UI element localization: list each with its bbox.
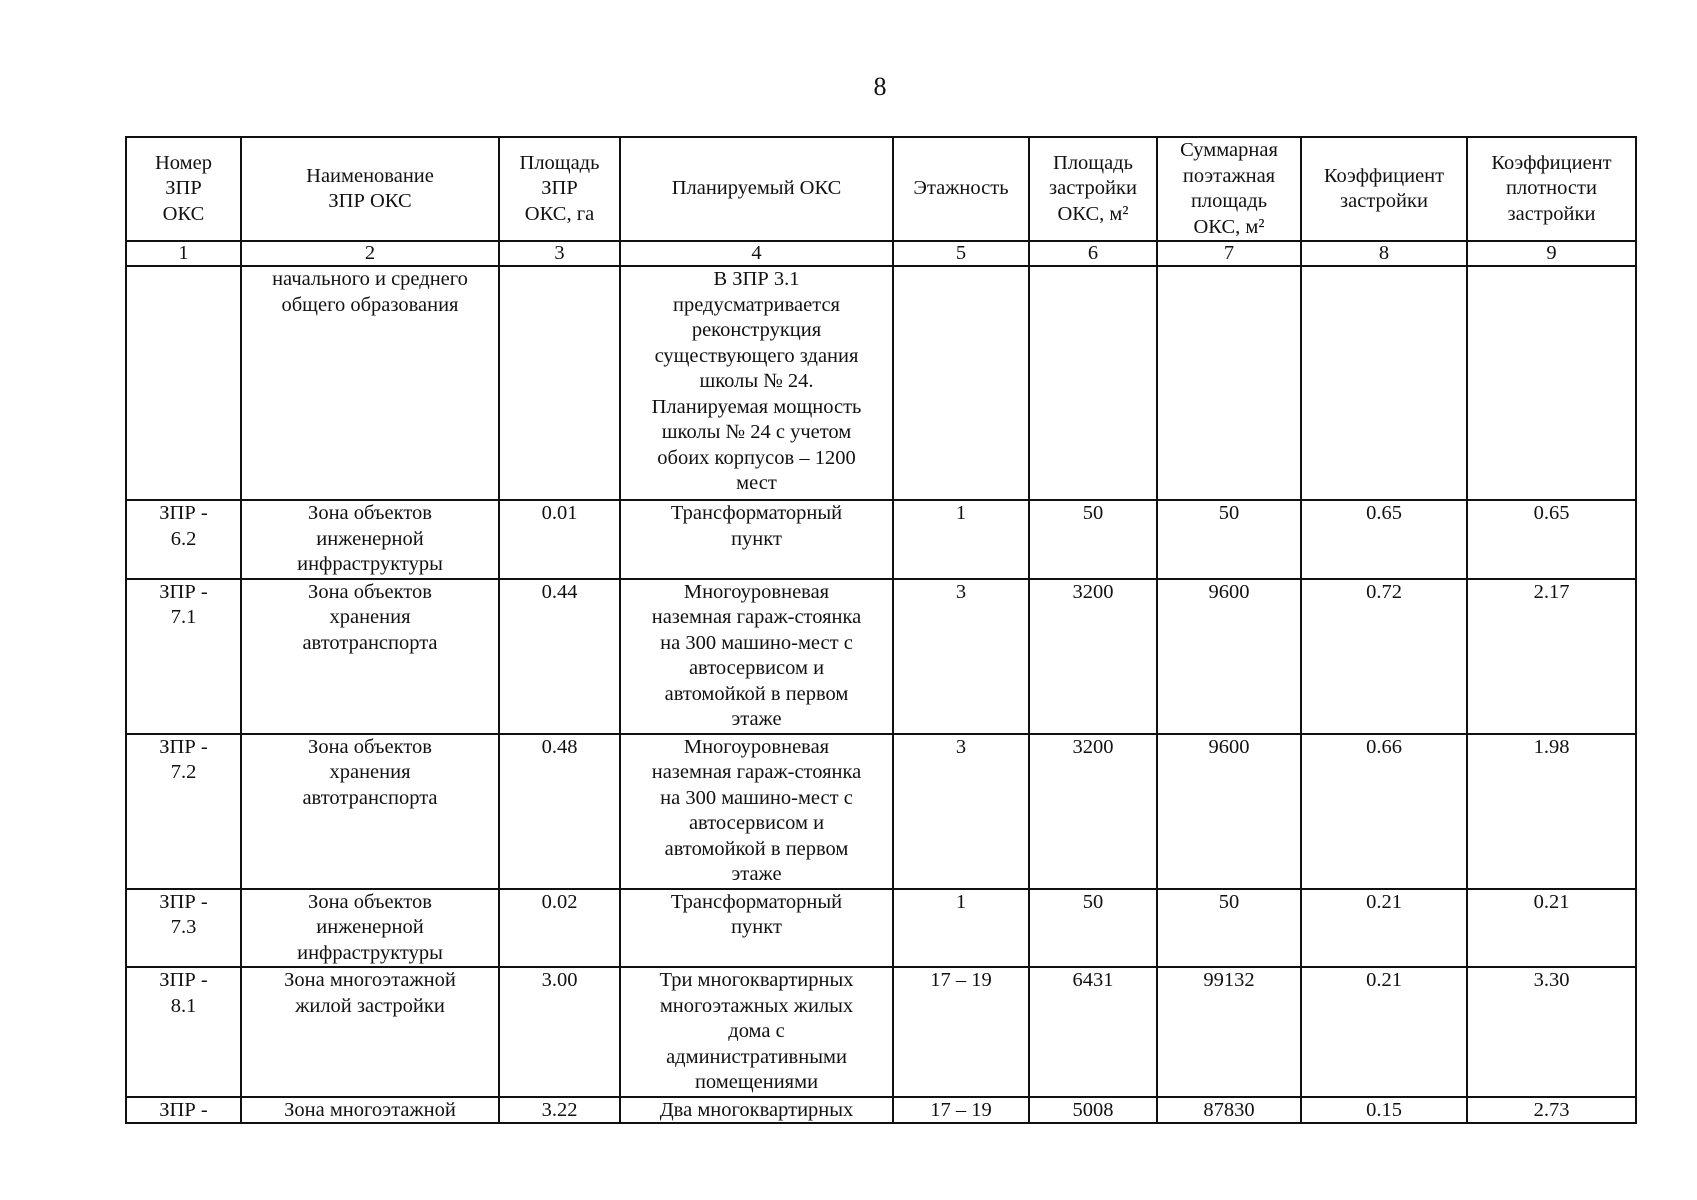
planned-object-cell: Трансформаторный пункт [620, 889, 893, 968]
built-area-cell: 50 [1029, 889, 1157, 968]
area-cell: 0.48 [499, 734, 620, 889]
floors-cell [893, 266, 1029, 500]
column-number: 4 [620, 241, 893, 266]
total-area-cell: 99132 [1157, 967, 1301, 1097]
zone-name-cell: Зона объектов инженерной инфраструктуры [241, 889, 499, 968]
total-area-cell [1157, 266, 1301, 500]
table-row [126, 579, 1636, 734]
total-area-cell: 9600 [1157, 734, 1301, 889]
planned-object-cell: Многоуровневая наземная гараж-стоянка на 300 машино-мест с автосервисом и автомойкой в первом этаже [620, 579, 893, 734]
zone-name-cell: Зона многоэтажной жилой застройки [241, 967, 499, 1097]
column-number: 8 [1301, 241, 1467, 266]
zone-id-cell: ЗПР - [126, 1097, 241, 1123]
floors-cell: 1 [893, 500, 1029, 579]
area-cell: 3.22 [499, 1097, 620, 1123]
column-number: 6 [1029, 241, 1157, 266]
floors-cell: 17 – 19 [893, 967, 1029, 1097]
zone-name-cell: Зона объектов инженерной инфраструктуры [241, 500, 499, 579]
zone-id-cell: ЗПР - 6.2 [126, 500, 241, 579]
build-coef-cell [1301, 266, 1467, 500]
zone-id-cell: ЗПР - 7.3 [126, 889, 241, 968]
built-area-cell: 50 [1029, 500, 1157, 579]
zone-name-cell: Зона объектов хранения автотранспорта [241, 734, 499, 889]
floors-cell: 1 [893, 889, 1029, 968]
header-cell: Коэффициент застройки [1301, 137, 1467, 241]
total-area-cell: 87830 [1157, 1097, 1301, 1123]
column-number-row [126, 241, 1636, 266]
planned-object-cell: Два многоквартирных [620, 1097, 893, 1123]
area-cell: 0.02 [499, 889, 620, 968]
total-area-cell: 9600 [1157, 579, 1301, 734]
zone-id-cell [126, 266, 241, 500]
column-number: 7 [1157, 241, 1301, 266]
table-row [126, 734, 1636, 889]
built-area-cell [1029, 266, 1157, 500]
planned-object-cell: Трансформаторный пункт [620, 500, 893, 579]
column-number: 9 [1467, 241, 1636, 266]
floors-cell: 3 [893, 579, 1029, 734]
total-area-cell: 50 [1157, 889, 1301, 968]
zones-table [125, 136, 1637, 1124]
density-coef-cell [1467, 266, 1636, 500]
zone-id-cell: ЗПР - 7.2 [126, 734, 241, 889]
header-cell: Коэффициент плотности застройки [1467, 137, 1636, 241]
built-area-cell: 5008 [1029, 1097, 1157, 1123]
header-cell: Планируемый ОКС [620, 137, 893, 241]
zone-name-cell: начального и среднего общего образования [241, 266, 499, 500]
planned-object-cell: Многоуровневая наземная гараж-стоянка на 300 машино-мест с автосервисом и автомойкой в первом этаже [620, 734, 893, 889]
total-area-cell: 50 [1157, 500, 1301, 579]
density-coef-cell: 1.98 [1467, 734, 1636, 889]
floors-cell: 17 – 19 [893, 1097, 1029, 1123]
header-cell: Площадь застройки ОКС, м² [1029, 137, 1157, 241]
table-row [126, 500, 1636, 579]
built-area-cell: 3200 [1029, 734, 1157, 889]
zone-id-cell: ЗПР - 8.1 [126, 967, 241, 1097]
area-cell: 0.01 [499, 500, 620, 579]
zone-name-cell: Зона многоэтажной [241, 1097, 499, 1123]
zone-name-cell: Зона объектов хранения автотранспорта [241, 579, 499, 734]
column-number: 3 [499, 241, 620, 266]
planned-object-cell: Три многоквартирных многоэтажных жилых дома с административными помещениями [620, 967, 893, 1097]
build-coef-cell: 0.72 [1301, 579, 1467, 734]
header-cell: Суммарная поэтажная площадь ОКС, м² [1157, 137, 1301, 241]
floors-cell: 3 [893, 734, 1029, 889]
build-coef-cell: 0.65 [1301, 500, 1467, 579]
page-number: 8 [873, 72, 887, 101]
header-cell: Номер ЗПР ОКС [126, 137, 241, 241]
table-row [126, 889, 1636, 968]
table-row [126, 1097, 1636, 1123]
built-area-cell: 3200 [1029, 579, 1157, 734]
build-coef-cell: 0.15 [1301, 1097, 1467, 1123]
density-coef-cell: 0.21 [1467, 889, 1636, 968]
header-cell: Наименование ЗПР ОКС [241, 137, 499, 241]
area-cell: 3.00 [499, 967, 620, 1097]
area-cell [499, 266, 620, 500]
planned-object-cell: В ЗПР 3.1 предусматривается реконструкция существующего здания школы № 24. Планируемая мощность школы № 24 с учетом обоих корпусов – 1200 мест [620, 266, 893, 500]
zone-id-cell: ЗПР - 7.1 [126, 579, 241, 734]
area-cell: 0.44 [499, 579, 620, 734]
build-coef-cell: 0.66 [1301, 734, 1467, 889]
header-cell: Этажность [893, 137, 1029, 241]
density-coef-cell: 0.65 [1467, 500, 1636, 579]
density-coef-cell: 3.30 [1467, 967, 1636, 1097]
header-cell: Площадь ЗПР ОКС, га [499, 137, 620, 241]
density-coef-cell: 2.17 [1467, 579, 1636, 734]
built-area-cell: 6431 [1029, 967, 1157, 1097]
column-number: 5 [893, 241, 1029, 266]
table-row [126, 967, 1636, 1097]
density-coef-cell: 2.73 [1467, 1097, 1636, 1123]
header-row [126, 137, 1636, 241]
build-coef-cell: 0.21 [1301, 889, 1467, 968]
build-coef-cell: 0.21 [1301, 967, 1467, 1097]
column-number: 2 [241, 241, 499, 266]
column-number: 1 [126, 241, 241, 266]
table-row [126, 266, 1636, 500]
